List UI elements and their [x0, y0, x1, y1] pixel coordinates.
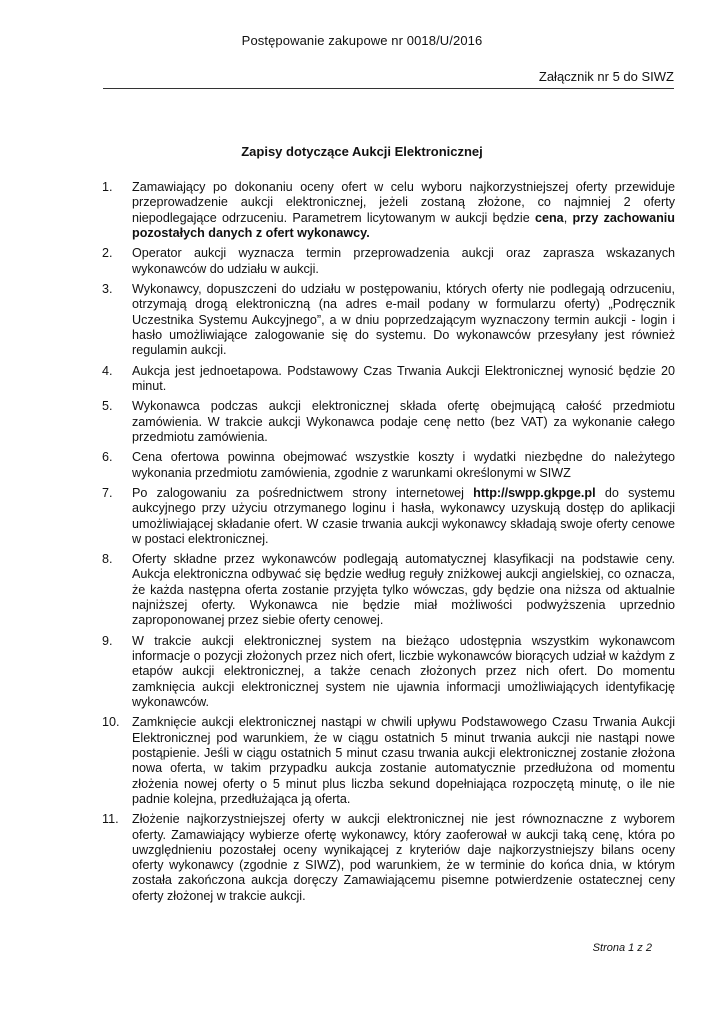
list-item-number: 6. — [102, 450, 113, 465]
page-number: Strona 1 z 2 — [592, 942, 652, 954]
list-item-number: 7. — [102, 485, 113, 500]
list-item — [102, 486, 675, 547]
list-item — [102, 552, 675, 628]
text-run: W trakcie aukcji elektronicznej system na bieżąco udostępnia wszystkim wykonawcom informacje o pozycji złożonych przez nich ofert, liczbie wykonawców biorących udział w każdym z etapów aukcji elektronicznej, a także cenach złożonych przez nich ofert. Do momentu zamknięcia aukcji elektronicznej system nie ujawnia informacji umożliwiających identyfikację wykonawców. — [132, 633, 675, 709]
list-item-text — [132, 282, 675, 358]
text-run: Złożenie najkorzystniejszej oferty w aukcji elektronicznej nie jest równoznaczne z wyborem oferty. Zamawiający wybierze ofertę wykonawcy, który zaoferował w aukcji taką cenę, która po uwzględnieniu pozostałej oceny wynikającej z kryteriów daje najkorzystniejszy bilans oceny oferty wykonawcy (zgodnie z SIWZ), pod warunkiem, że w terminie do końca dnia, w którym została zakończona aukcja doręczy Zamawiającemu pisemne potwierdzenie ostatecznej ceny oferty złożonej w trakcie aukcji. — [132, 812, 675, 903]
list-item-number: 4. — [102, 363, 113, 378]
text-run: Operator aukcji wyznacza termin przeprowadzenia aukcji oraz zaprasza wskazanych wykonawców do udziału w aukcji. — [132, 246, 675, 276]
text-run: Aukcja jest jednoetapowa. Podstawowy Czas Trwania Aukcji Elektronicznej wynosić będzie 20 minut. — [132, 363, 675, 393]
text-run: Wykonawcy, dopuszczeni do udziału w postępowaniu, których oferty nie podlegają odrzuceniu, otrzymają drogą elektroniczną (na adres e-mail podany w formularzu oferty) „Podręcznik Uczestnika Systemu Aukcyjnego”, a w dniu poprzedzającym wyznaczony termin aukcji - login i hasło umożliwiające zalogowanie się do systemu. Do wykonawców przesyłany jest również regulamin aukcji. — [132, 281, 675, 358]
list-item — [102, 282, 675, 358]
text-run: , — [563, 210, 573, 225]
list-item — [102, 246, 675, 277]
emphasized-text: cena — [534, 210, 564, 225]
list-item-number: 9. — [102, 633, 113, 648]
list-item-text — [132, 180, 675, 241]
list-item — [102, 450, 675, 481]
header-divider — [103, 88, 674, 89]
text-run: Po zalogowaniu za pośrednictwem strony internetowej — [132, 485, 474, 500]
emphasized-text: przy zachowaniu pozostałych danych z ofert wykonawcy. — [132, 210, 675, 240]
text-run: Zamknięcie aukcji elektronicznej nastąpi w chwili upływu Podstawowego Czasu Trwania Aukcji Elektronicznej pod warunkiem, że w ciągu ostatnich 5 minut trwania aukcji nie nastąpi nowe postąpienie. Jeśli w ciągu ostatnich 5 minut czasu trwania aukcji elektronicznej zostanie złożona nowa oferta, w takim przypadku aukcja zostanie automatycznie przedłużona od momentu złożenia nowej oferty o 5 minut plus liczba sekund dopełniająca rozpoczętą minutę, o ile nie padnie kolejna, przedłużająca ją oferta. — [132, 715, 675, 806]
list-item-text — [132, 246, 675, 277]
list-item — [102, 812, 675, 904]
text-run: do systemu aukcyjnego przy użyciu otrzymanego loginu i hasła, wykonawcy uzyskują dostęp do aplikacji umożliwiającej składanie ofert. W czasie trwania aukcji wykonawcy składają swoje oferty cenowe w postaci elektronicznej. — [132, 485, 675, 546]
list-item-text — [132, 399, 675, 445]
text-run: Wykonawca podczas aukcji elektronicznej składa ofertę obejmującą całość przedmiotu zamówienia. W trakcie aukcji Wykonawca podaje cenę netto (bez VAT) za wykonanie całego przedmiotu zamówienia. — [132, 399, 675, 444]
procedure-number: Postępowanie zakupowe nr 0018/U/2016 — [241, 33, 483, 48]
text-run: Oferty składne przez wykonawców podlegają automatycznej klasyfikacji na podstawie ceny. Aukcja elektroniczna odbywać się będzie według reguły zniżkowej aukcji angielskiej, co oznacza, że każda następna oferta zostanie przyjęta tylko wówczas, gdy będzie ona niższa od aktualnie najniższej oferty. Wykonawca nie będzie miał możliwości podwyższenia uprzednio zaproponowanej przez siebie oferty cenowej. — [132, 552, 675, 628]
document-title: Zapisy dotyczące Aukcji Elektronicznej — [241, 144, 483, 159]
list-item — [102, 715, 675, 807]
emphasized-text: http://swpp.gkpge.pl — [473, 485, 596, 500]
list-item-number: 2. — [102, 246, 113, 261]
list-item-text — [132, 812, 675, 904]
list-item-text — [132, 364, 675, 395]
list-item-number: 1. — [102, 180, 113, 194]
list-item-text — [132, 715, 675, 807]
list-item — [102, 399, 675, 445]
text-run: Zamawiający po dokonaniu oceny ofert w celu wyboru najkorzystniejszej oferty przewiduje przeprowadzenie aukcji elektronicznej, jeżeli zostaną złożone, co najmniej 2 oferty niepodlegające odrzuceniu. Parametrem licytowanym w aukcji będzie — [132, 180, 675, 225]
list-item-text — [132, 634, 675, 710]
list-item-text — [132, 486, 675, 547]
list-item-number: 11. — [102, 812, 119, 827]
list-item-text — [132, 552, 675, 628]
list-item-text — [132, 450, 675, 481]
auction-rules-list — [102, 180, 675, 909]
list-item-number: 5. — [102, 399, 113, 414]
list-item-number: 10. — [102, 715, 120, 730]
attachment-label: Załącznik nr 5 do SIWZ — [538, 69, 674, 84]
list-item-number: 8. — [102, 552, 113, 567]
list-item-number: 3. — [102, 281, 113, 296]
list-item — [102, 180, 675, 241]
text-run: Cena ofertowa powinna obejmować wszystkie koszty i wydatki niezbędne do należytego wykonania przedmiotu zamówienia, zgodnie z warunkami określonymi w SIWZ — [132, 450, 675, 480]
list-item — [102, 634, 675, 710]
list-item — [102, 364, 675, 395]
